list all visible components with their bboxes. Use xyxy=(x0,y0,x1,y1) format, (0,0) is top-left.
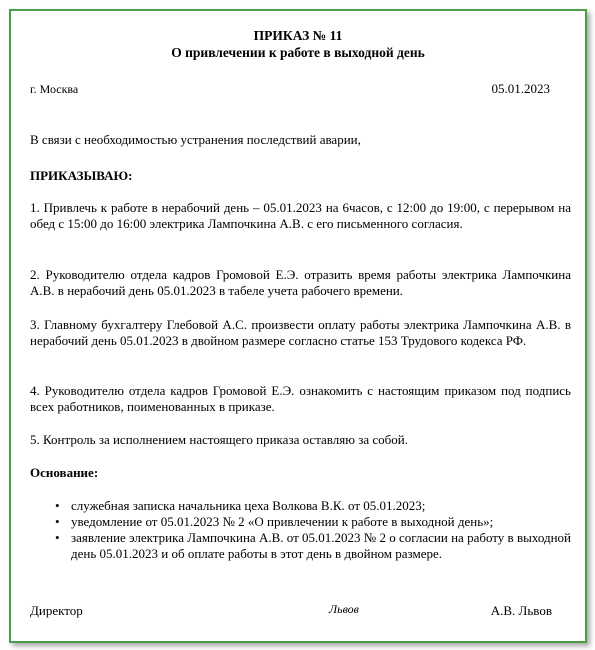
signature-position: Директор xyxy=(30,603,83,618)
intro-text: В связи с необходимостью устранения последствий аварии, xyxy=(30,132,361,147)
signature-handwritten: Львов xyxy=(329,602,359,616)
order-item-3: 3. Главному бухгалтеру Глебовой А.С. произвести оплату работы электрика Лампочкина А.В. в нерабочий день 05.01.2023 в двойном размере согласно статье 153 Трудового кодекса РФ. xyxy=(30,317,571,348)
order-item-1: 1. Привлечь к работе в нерабочий день – 05.01.2023 на 6часов, с 12:00 до 19:00, с перерывом на обед с 15:00 до 16:00 электрика Лампочкина А.В. с его письменного согласия. xyxy=(30,200,571,231)
basis-heading: Основание: xyxy=(30,465,99,480)
basis-list-item: • заявление электрика Лампочкина А.В. от 05.01.2023 № 2 о согласии на работу в выходной день 05.01.2023 и об оплате работы в этот день в двойном размере. xyxy=(55,530,571,562)
signature-name: А.В. Львов xyxy=(490,603,552,618)
document-title: ПРИКАЗ № 11 xyxy=(253,28,343,43)
order-item-2: 2. Руководителю отдела кадров Громовой Е.Э. отразить время работы электрика Лампочкина А.В. в нерабочий день 05.01.2023 в табеле учета рабочего времени. xyxy=(30,267,571,298)
order-document xyxy=(11,11,585,641)
document-date: 05.01.2023 xyxy=(491,81,550,96)
document-frame xyxy=(9,9,587,643)
basis-list-item: • служебная записка начальника цеха Волкова В.К. от 05.01.2023; xyxy=(55,498,571,514)
document-subtitle: О привлечении к работе в выходной день xyxy=(171,45,425,60)
order-word: ПРИКАЗЫВАЮ: xyxy=(30,168,133,183)
order-item-4: 4. Руководителю отдела кадров Громовой Е.Э. ознакомить с настоящим приказом под подпись всех работников, поименованных в приказе. xyxy=(30,383,571,414)
city: г. Москва xyxy=(30,82,79,96)
basis-list xyxy=(55,498,571,562)
order-item-5: 5. Контроль за исполнением настоящего приказа оставляю за собой. xyxy=(30,432,408,447)
basis-list-item: • уведомление от 05.01.2023 № 2 «О привлечении к работе в выходной день»; xyxy=(55,514,571,530)
